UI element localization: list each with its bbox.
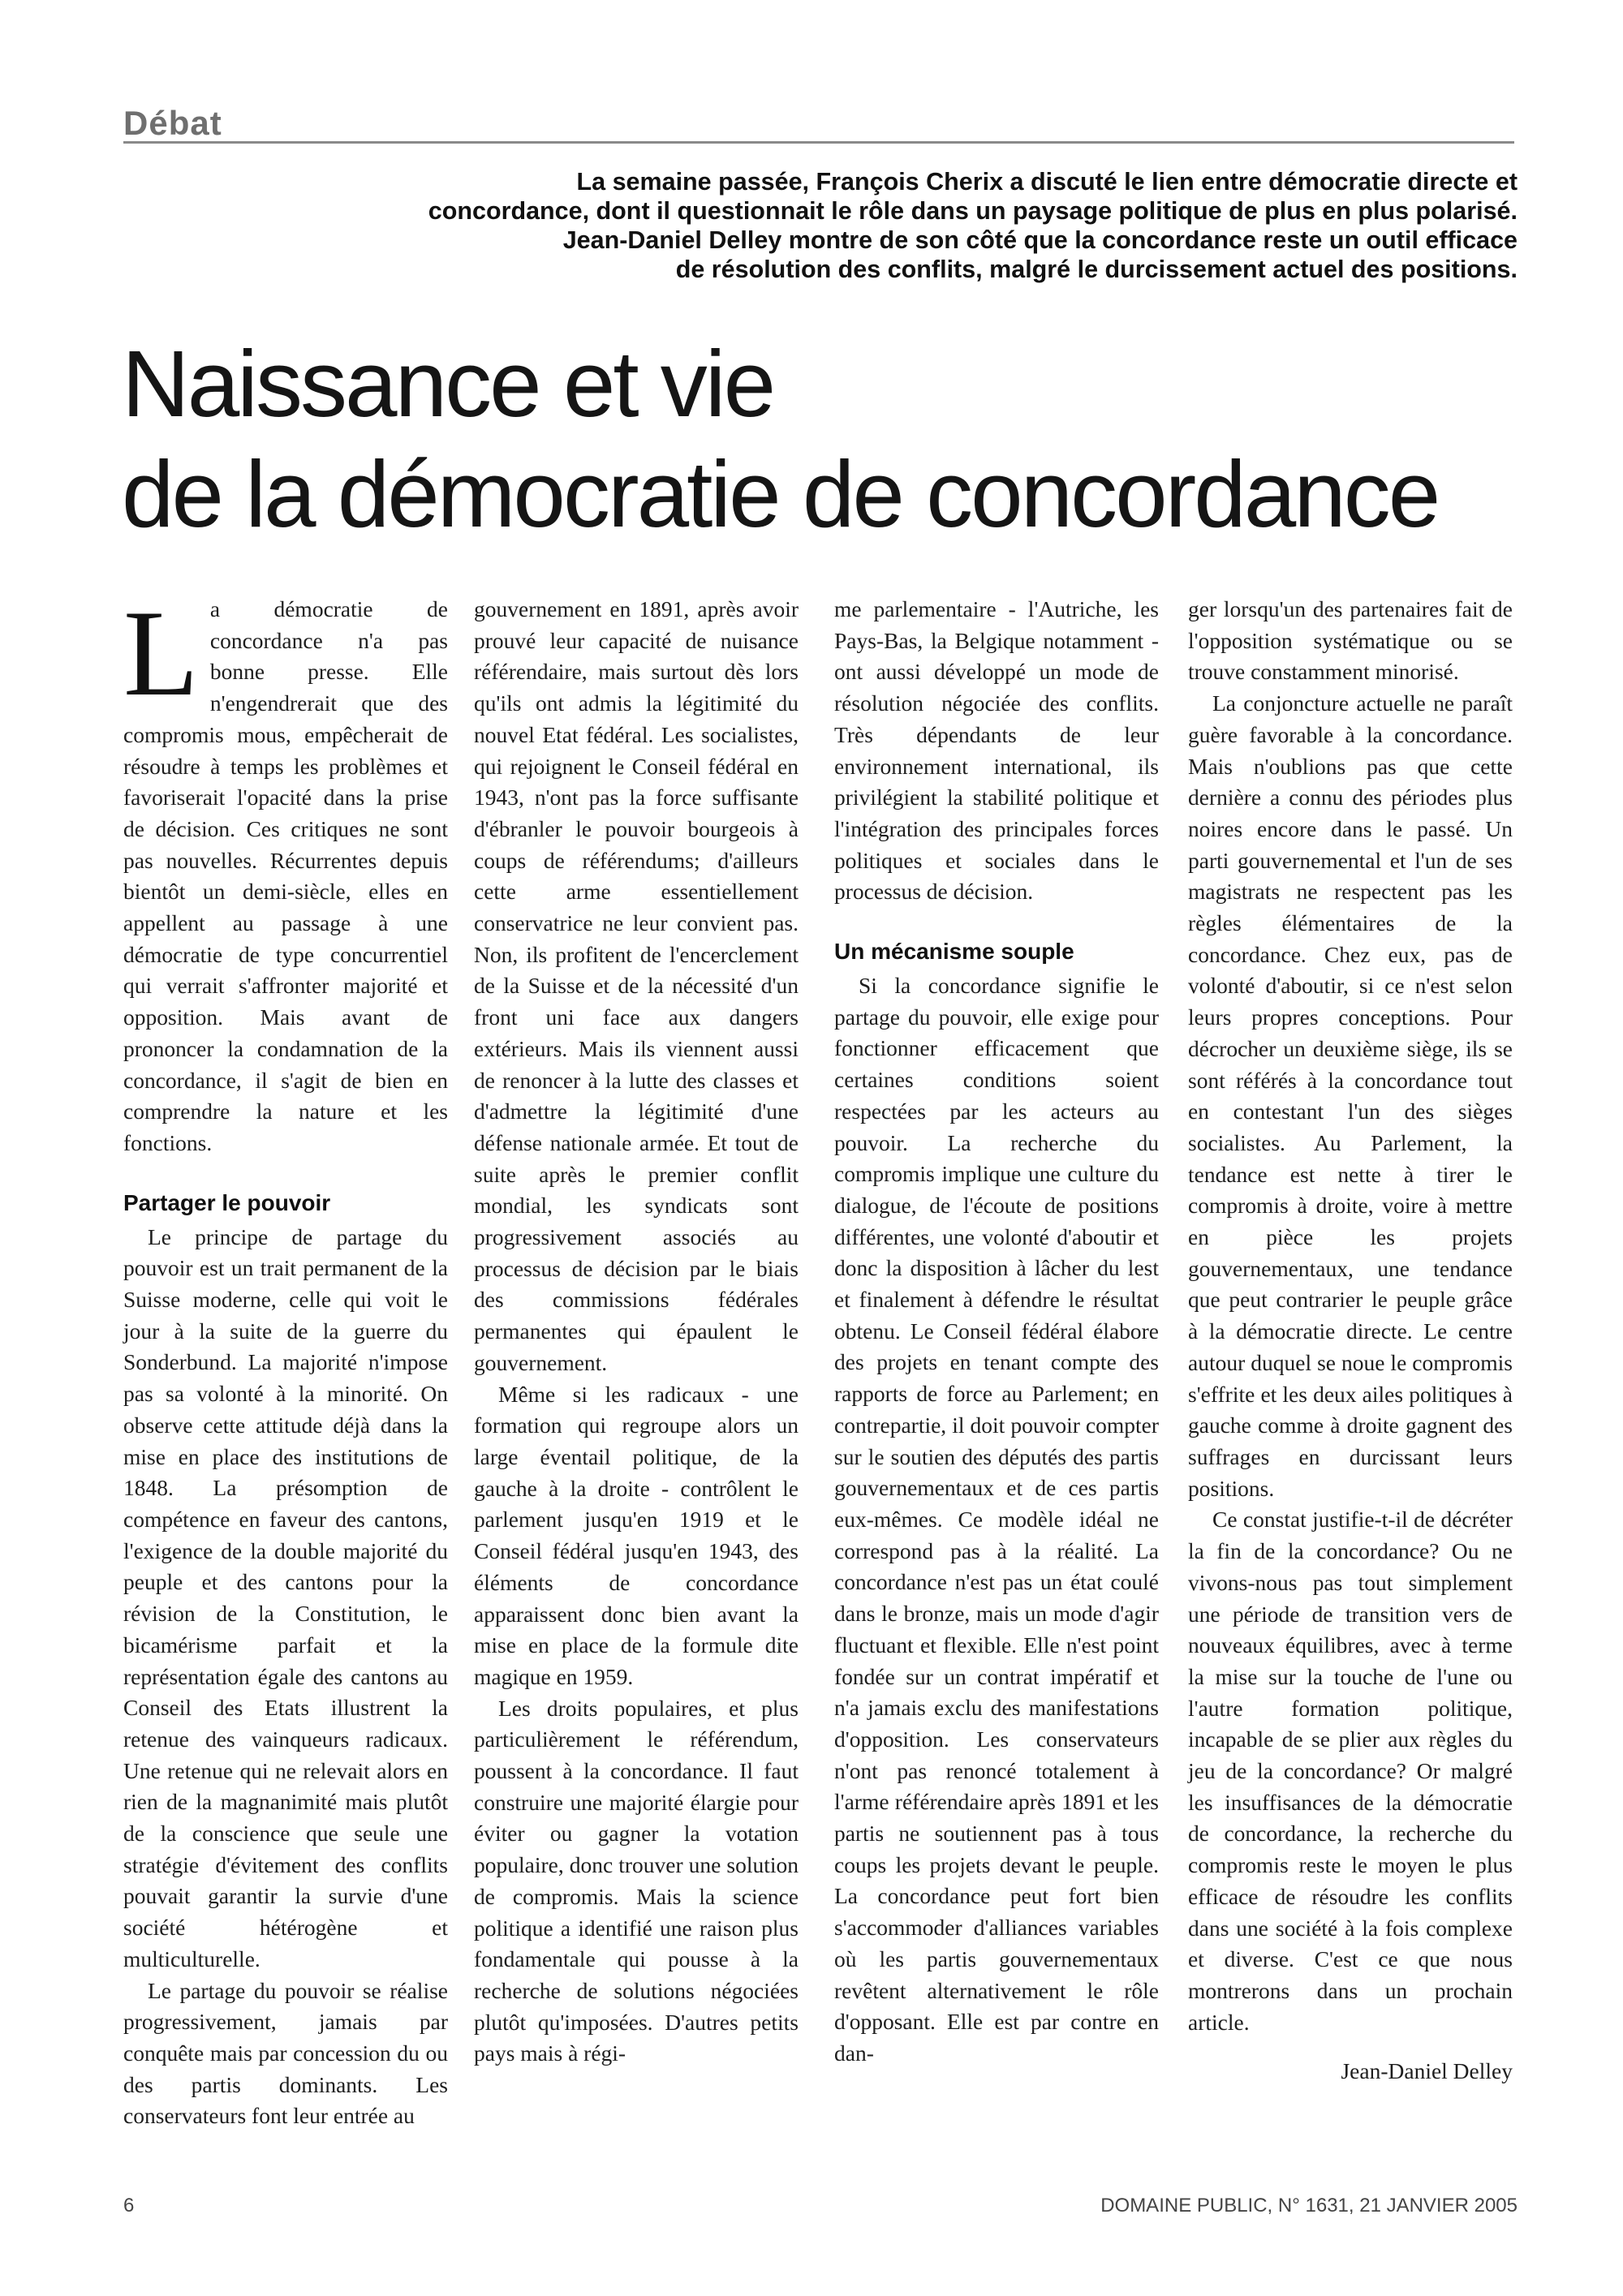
- paragraph-text: a démocratie de concordance n'a pas bonne presse. Elle n'engendrerait que des compromis mous, empêcherait de résoudre à temps les problèmes et favoriserait l'opacité dans la prise de décision. Ces critiques ne sont pas nouvelles. Récurrentes depuis bientôt un demi-siècle, elles en appellent au passage à une démocratie de type concurrentiel qui verrait s'affronter majorité et opposition. Mais avant de prononcer la condamnation de la concordance, il s'agit de bien en comprendre la nature et les fonctions.: [123, 596, 448, 1155]
- article-intro: [89, 167, 1518, 284]
- publication-info: DOMAINE PUBLIC, N° 1631, 21 JANVIER 2005: [1100, 2195, 1518, 2216]
- author-signature: Jean-Daniel Delley: [1341, 2058, 1513, 2084]
- title-line: Naissance et vie: [122, 331, 774, 436]
- paragraph: Les droits populaires, et plus particulièrement le référendum, poussent à la concordance. Il faut construire une majorité élargie pour éviter ou gagner la votation populaire, donc trouver une solution de compromis. Mais la science politique a identifié une raison plus fondamentale qui pousse à la recherche de solutions négociées plutôt qu'imposées. D'autres petits pays mais à régi-: [474, 1695, 799, 2066]
- paragraph: Le principe de partage du pouvoir est un trait permanent de la Suisse moderne, celle qui voit le jour à la suite de la guerre du Sonderbund. La majorité n'impose pas sa volonté à la minorité. On observe cette attitude déjà dans la mise en place des institutions de 1848. La présomption de compétence en faveur des cantons, l'exigence de la double majorité du peuple et des cantons pour la révision de la Constitution, le bicamérisme parfait et la représentation égale des cantons au Conseil des Etats illustrent la retenue des vainqueurs radicaux. Une retenue qui ne relevait alors en rien de la magnanimité mais plutôt de la conscience que seule une stratégie d'évitement des conflits pouvait garantir la survie d'une société hétérogène et multiculturelle.: [123, 1223, 448, 1971]
- subheading-partager-le-pouvoir: Partager le pouvoir: [123, 1189, 331, 1215]
- paragraph: Même si les radicaux - une formation qui regroupe alors un large éventail politique, de la gauche à la droite - contrôlent le parlement jusqu'en 1919 et le Conseil fédéral jusqu'en 1943, des éléments de concordance apparaissent donc bien avant la mise en place de la formule dite magique en 1959.: [474, 1381, 799, 1689]
- page-number: 6: [123, 2195, 135, 2216]
- paragraph: ger lorsqu'un des partenaires fait de l'opposition systématique ou se trouve constamment minorisé.: [1188, 596, 1513, 685]
- drop-cap: L: [123, 585, 199, 721]
- paragraph: Ce constat justifie-t-il de décréter la fin de la concordance? Ou ne vivons-nous pas tout simplement une période de transition vers de nouveaux équilibres, avec à terme la mise sur la touche de l'une ou l'autre formation politique, incapable de se plier aux règles du jeu de la concordance? Or malgré les insuffisances de la démocratie de concordance, la recherche du compromis reste le moyen le plus efficace de résoudre les conflits dans une société à la fois complexe et diverse. C'est ce que nous montrerons dans un prochain article.: [1188, 1507, 1513, 2035]
- paragraph: Le partage du pouvoir se réalise progressivement, jamais par conquête mais par concession du ou des partis dominants. Les conservateurs font leur entrée au: [123, 1977, 448, 2129]
- text-column-2: [474, 594, 799, 2070]
- intro-line: concordance, dont il questionnait le rôle dans un paysage politique de plus en plus polarisé.: [428, 197, 1518, 225]
- text-column-3: [834, 594, 1159, 2070]
- intro-line: de résolution des conflits, malgré le durcissement actuel des positions.: [675, 256, 1518, 283]
- section-divider: [123, 141, 1514, 144]
- subheading-un-mecanisme-souple: Un mécanisme souple: [834, 939, 1074, 965]
- article-title: [122, 329, 1438, 549]
- text-column-4: [1188, 594, 1513, 2087]
- intro-line: La semaine passée, François Cherix a discuté le lien entre démocratie directe et: [576, 168, 1518, 196]
- intro-line: Jean-Daniel Delley montre de son côté que la concordance reste un outil efficace: [562, 226, 1518, 254]
- paragraph: La conjoncture actuelle ne paraît guère favorable à la concordance. Mais n'oublions pas que cette dernière a connu des périodes plus noires encore dans le passé. Un parti gouvernemental et l'un de ses magistrats ne respectent pas les règles élémentaires de la concordance. Chez eux, pas de volonté d'aboutir, si ce n'est selon leurs propres conceptions. Pour décrocher un deuxième siège, ils se sont référés à la concordance tout en contestant l'un des sièges socialistes. Au Parlement, la tendance est nette à tirer le compromis à droite, voire à mettre en pièce les projets gouvernementaux, une tendance que peut contrarier le peuple grâce à la démocratie directe. Le centre autour duquel se noue le compromis s'effrite et les deux ailes politiques à gauche comme à droite gagnent des suffrages en durcissant leurs positions.: [1188, 690, 1513, 1501]
- text-column-1: [123, 585, 448, 2132]
- title-line: de la démocratie de concordance: [122, 441, 1439, 547]
- paragraph: [123, 585, 448, 1159]
- paragraph: Si la concordance signifie le partage du pouvoir, elle exige pour fonctionner efficacement que certaines conditions soient respectées par les acteurs au pouvoir. La recherche du compromis implique une culture du dialogue, de l'écoute de positions différentes, une volonté d'aboutir et donc la disposition à lâcher du lest et finalement à défendre le résultat obtenu. Le Conseil fédéral élabore des projets en tenant compte des rapports de force au Parlement; en contrepartie, il doit pouvoir compter sur le soutien des députés des partis gouvernementaux et de ces partis eux-mêmes. Ce modèle idéal ne correspond pas à la réalité. La concordance n'est pas un état coulé dans le bronze, mais un mode d'agir fluctuant et flexible. Elle n'est point fondée sur un contrat impératif et n'a jamais exclu des manifestations d'opposition. Les conservateurs n'ont pas renoncé totalement à l'arme référendaire après 1891 et les partis ne soutiennent pas à tous coups les projets devant le peuple. La concordance peut fort bien s'accommoder d'alliances variables où les partis gouvernementaux revêtent alternativement le rôle d'opposant. Elle est par contre en dan-: [834, 973, 1159, 2066]
- paragraph: me parlementaire - l'Autriche, les Pays-Bas, la Belgique notamment - ont aussi développé un mode de résolution négociée des conflits. Très dépendants de leur environnement international, ils privilégient la stabilité politique et l'intégration des principales forces politiques et sociales dans le processus de décision.: [834, 596, 1159, 905]
- paragraph: gouvernement en 1891, après avoir prouvé leur capacité de nuisance référendaire, mais surtout dès lors qu'ils ont admis la légitimité du nouvel Etat fédéral. Les socialistes, qui rejoignent le Conseil fédéral en 1943, n'ont pas la force suffisante d'ébranler le pouvoir bourgeois à coups de référendums; d'ailleurs cette arme essentiellement conservatrice ne leur convient pas. Non, ils profitent de l'encerclement de la Suisse et de la nécessité d'un front uni face aux dangers extérieurs. Mais ils viennent aussi de renoncer à la lutte des classes et d'admettre la légitimité d'une défense nationale armée. Et tout de suite après le premier conflit mondial, les syndicats sont progressivement associés au processus de décision par le biais des commissions fédérales permanentes qui épaulent le gouvernement.: [474, 596, 799, 1375]
- section-label: Débat: [123, 104, 222, 142]
